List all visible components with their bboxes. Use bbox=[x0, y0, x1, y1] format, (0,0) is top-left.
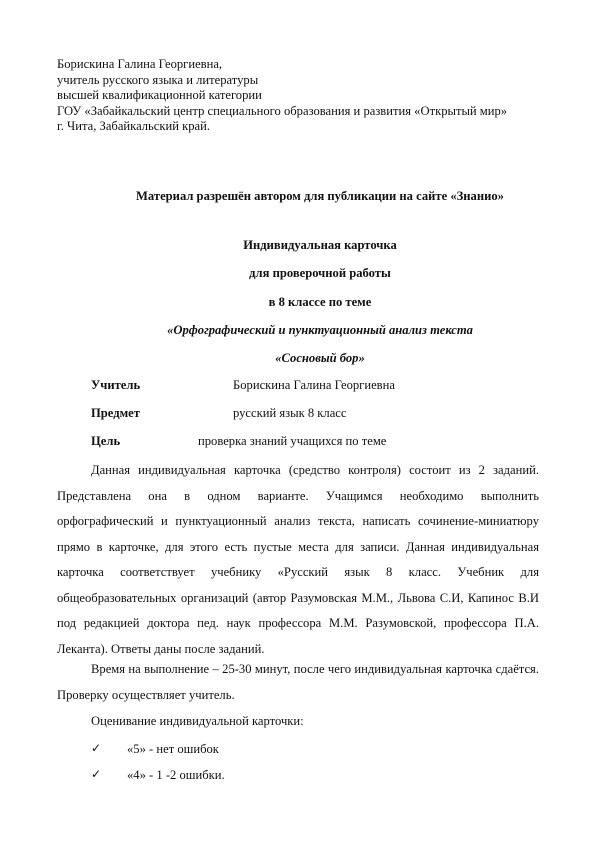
meta-subject-label: Предмет bbox=[91, 406, 140, 420]
title-text-name: «Сосновый бор» bbox=[275, 351, 365, 365]
meta-goal-label: Цель bbox=[91, 434, 121, 448]
meta-teacher-label: Учитель bbox=[91, 378, 141, 392]
title-topic: «Орфографический и пунктуационный анализ текста bbox=[167, 323, 473, 337]
author-name: Борискина Галина Георгиевна, bbox=[57, 57, 223, 71]
meta-subject-value: русский язык 8 класс bbox=[233, 406, 347, 420]
meta-goal-value: проверка знаний учащихся по теме bbox=[198, 434, 387, 448]
author-category: высшей квалификационной категории bbox=[57, 88, 262, 103]
grading-item-text: «4» - 1 -2 ошибки. bbox=[127, 768, 225, 782]
title-line-3: в 8 классе по теме bbox=[268, 295, 372, 309]
publication-permission: Материал разрешён автором для публикации на сайте «Знанио» bbox=[136, 189, 504, 203]
meta-teacher-value: Борискина Галина Георгиевна bbox=[233, 378, 395, 392]
description-paragraph: Данная индивидуальная карточка (средство контроля) состоит из 2 заданий. Представлена она в одном варианте. Учащимся необходимо выполнить орфографический и пунктуационный анализ текста, написать сочинение-миниатюру прямо в карточке, для этого есть пустые места для записи. Данная индивидуальная карточка соответствует учебнику «Русский язык 8 класс. Учебник для общеобразовательных организаций (автор Разумовская М.М., Львова С.И, Капинос В.И под редакцией доктора пед. наук профессора М.М. Разумовской, профессора П.А. Леканта). Ответы даны после заданий. bbox=[57, 463, 539, 656]
check-icon: ✓ bbox=[91, 767, 102, 781]
time-paragraph: Время на выполнение – 25-30 минут, после чего индивидуальная карточка сдаётся. Проверку осуществляет учитель. bbox=[57, 662, 539, 702]
grading-item-text: «5» - нет ошибок bbox=[127, 742, 219, 756]
title-line-1: Индивидуальная карточка bbox=[243, 238, 397, 252]
title-line-2: для проверочной работы bbox=[249, 266, 391, 280]
author-city: г. Чита, Забайкальский край. bbox=[57, 119, 211, 134]
check-icon: ✓ bbox=[91, 741, 102, 755]
author-header bbox=[57, 57, 537, 135]
author-organization: ГОУ «Забайкальский центр специального образования и развития «Открытый мир» bbox=[57, 103, 508, 118]
author-position: учитель русского языка и литературы bbox=[57, 72, 259, 87]
grading-intro: Оценивание индивидуальной карточки: bbox=[91, 714, 304, 728]
